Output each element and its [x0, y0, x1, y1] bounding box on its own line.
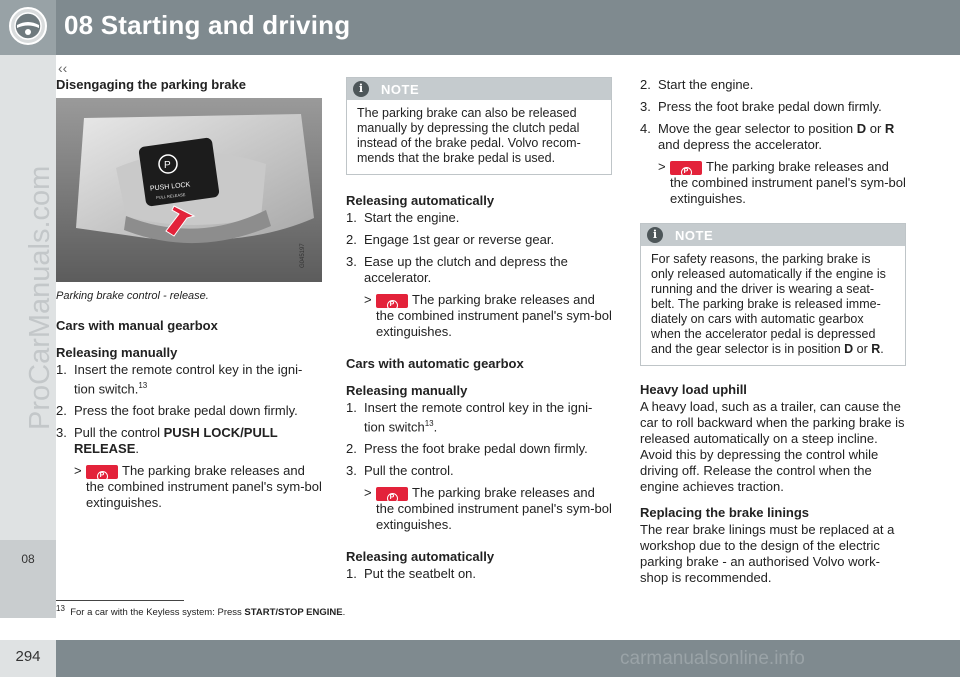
paragraph-heavy-load: A heavy load, such as a trailer, can cause the car to roll backward when the parking brake is released automatically on a steep incline. Avoid this by depressing the control while driving off. Release the control when the engine achieves traction. — [640, 399, 905, 494]
subheading-releasing-automatically: Releasing automatically — [346, 549, 495, 565]
steps-list — [56, 362, 322, 457]
list-item: 4. Move the gear selector to position D or R and depress the accelerator. — [640, 121, 895, 152]
steps-list — [346, 566, 612, 582]
note-header: i NOTE — [641, 224, 905, 246]
note-text: For safety reasons, the parking brake is only released automatically if the engine is running and the driver is wearing a seat-belt. The parking brake is released imme-diately on cars with automatic gearbox when the accelerator pedal is depressed and the gear selector is in position D or R. — [651, 252, 886, 356]
list-item: 3. Press the foot brake pedal down firmly. — [640, 99, 882, 114]
result-line: > P The parking brake releases and the combined instrument panel's sym-bol extinguishes. — [364, 485, 612, 533]
parking-brake-symbol-icon: P — [376, 487, 408, 501]
parking-brake-illustration — [56, 98, 322, 282]
steps-list — [346, 400, 612, 479]
info-icon: i — [353, 81, 369, 97]
footnote: $^{13}$ For a car with the Keyless system: Press START/STOP ENGINE. — [56, 604, 346, 619]
back-arrows[interactable]: ‹‹ — [58, 60, 68, 76]
parking-brake-symbol-icon: P — [670, 161, 702, 175]
result-line: > P The parking brake releases and the combined instrument panel's sym-bol extinguishes. — [364, 292, 612, 339]
subheading-manual-gearbox: Cars with manual gearbox — [56, 318, 218, 333]
subheading-brake-linings: Replacing the brake linings — [640, 505, 810, 520]
footer-watermark: carmanualsonline.info — [620, 648, 805, 669]
push-lock-label: PUSH LOCK — [149, 181, 191, 193]
list-item: 1. Insert the remote control key in the igni-tion switch$^{13}$. — [346, 400, 593, 435]
parking-brake-photo — [56, 98, 322, 282]
subheading-releasing-manually: Releasing manually — [56, 345, 178, 360]
note-header: i NOTE — [347, 78, 611, 100]
result-line: > P The parking brake releases and the combined instrument panel's sym-bol extinguishes. — [74, 463, 322, 511]
page-number: 294 — [15, 648, 41, 665]
footnote-rule — [56, 600, 184, 601]
steps-list — [346, 210, 612, 286]
section-heading: Disengaging the parking brake — [56, 77, 246, 92]
parking-brake-symbol-icon: P — [376, 294, 408, 308]
list-item: 1. Start the engine. — [346, 210, 460, 225]
subheading-releasing-manually: Releasing manually — [346, 383, 468, 398]
subheading-automatic-gearbox: Cars with automatic gearbox — [346, 356, 524, 371]
list-item: 1. Insert the remote control key in the igni-tion switch.$^{13}$ — [56, 362, 303, 397]
list-item: 2. Engage 1st gear or reverse gear. — [346, 232, 555, 247]
result-line: > P The parking brake releases and the combined instrument panel's sym-bol extinguishes. — [658, 159, 906, 206]
list-item: 3. Pull the control PUSH LOCK/PULL RELEASE. — [56, 425, 278, 457]
pull-release-label: PULL RELEASE — [155, 191, 186, 201]
svg-text:P: P — [164, 160, 171, 171]
chapter-title: 08 Starting and driving — [64, 10, 351, 40]
column-2 — [346, 77, 612, 588]
side-watermark: ProCarManuals.com — [24, 165, 56, 430]
list-item: 2. Press the foot brake pedal down firmly. — [56, 403, 298, 419]
note-box — [640, 223, 906, 366]
volvo-logo-icon — [8, 6, 48, 46]
list-item: 2. Start the engine. — [640, 77, 754, 92]
steps-list — [640, 77, 906, 153]
subheading-heavy-load: Heavy load uphill — [640, 382, 747, 397]
column-3 — [640, 77, 906, 586]
footer-bar — [0, 640, 960, 677]
column-1 — [56, 77, 322, 511]
list-item: 2. Press the foot brake pedal down firmly. — [346, 441, 588, 457]
list-item: 3. Pull the control. — [346, 463, 454, 479]
list-item: 3. Ease up the clutch and depress the accelerator. — [346, 254, 568, 285]
paragraph-brake-linings: The rear brake linings must be replaced at a workshop due to the design of the electric parking brake - an authorised Volvo work-shop is recommended. — [640, 522, 895, 585]
parking-brake-symbol-icon: P — [86, 465, 118, 479]
chapter-number: 08 — [21, 552, 35, 566]
info-icon: i — [647, 227, 663, 243]
note-box — [346, 77, 612, 175]
note-text: The parking brake can also be released manually by depressing the clutch pedal instead of the brake pedal. Volvo recom-mends that the brake pedal is used. — [357, 106, 581, 165]
image-code: G045197 — [300, 243, 306, 268]
photo-caption: Parking brake control - release. — [56, 290, 209, 302]
list-item: 1. Put the seatbelt on. — [346, 566, 477, 582]
subheading-releasing-automatically: Releasing automatically — [346, 193, 495, 208]
header-logo-tab — [0, 0, 56, 55]
